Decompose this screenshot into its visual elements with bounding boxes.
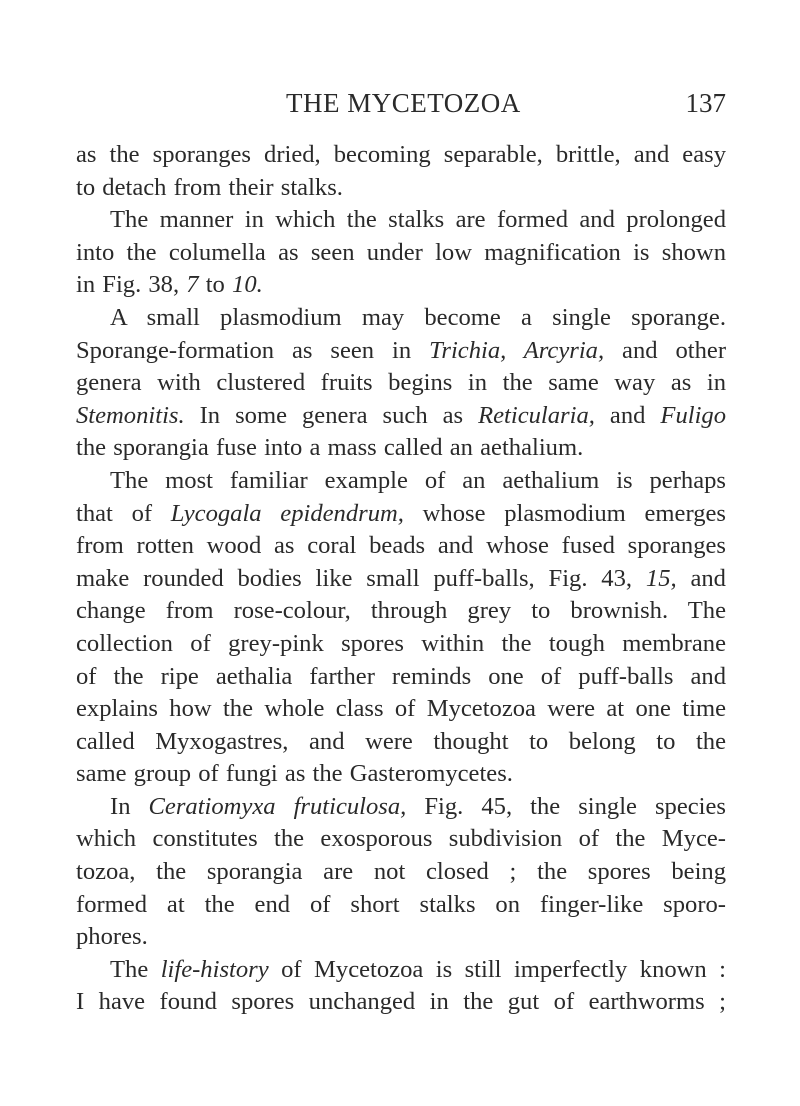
text-line <box>76 432 726 465</box>
text-segment: change from rose-colour, through grey to brownish. The <box>76 597 726 625</box>
text-segment: tozoa, the sporangia are not closed ; the spores being <box>76 858 726 886</box>
text-line <box>76 628 726 661</box>
text-line <box>76 465 726 498</box>
page-number: 137 <box>685 88 726 118</box>
text-line <box>76 563 726 596</box>
text-segment: called Myxogastres, and were thought to belong to the <box>76 727 726 755</box>
italic-text: Ceratiomyxa fruticulosa, <box>148 792 407 820</box>
text-segment: and <box>676 564 726 592</box>
text-segment: in Fig. 38, <box>76 271 187 299</box>
text-line <box>76 856 726 889</box>
text-segment: explains how the whole class of Mycetozoa were at one time <box>76 695 726 723</box>
text-line <box>76 595 726 628</box>
italic-text: Reticularia, <box>478 401 595 429</box>
text-line <box>76 758 726 791</box>
text-line <box>76 498 726 531</box>
text-segment: into the columella as seen under low magnification is shown <box>76 238 726 266</box>
text-segment: The <box>110 955 161 983</box>
text-line <box>76 823 726 856</box>
text-segment: In some genera such as <box>184 401 479 429</box>
text-line <box>76 693 726 726</box>
text-segment: of Mycetozoa is still imperfectly known : <box>268 955 727 983</box>
text-segment: The manner in which the stalks are formed and prolonged <box>110 206 726 234</box>
text-segment: to detach from their stalks. <box>76 173 343 201</box>
italic-text: Fuligo <box>660 401 727 429</box>
italic-text: 7 <box>186 271 199 299</box>
text-line <box>76 400 726 433</box>
text-segment: The most familiar example of an aethalium is perhaps <box>110 466 726 494</box>
body-text <box>76 139 726 1019</box>
text-line <box>76 921 726 954</box>
running-head <box>76 88 726 128</box>
italic-text: life-history <box>160 955 269 983</box>
italic-text: 15, <box>645 564 677 592</box>
text-segment: of the ripe aethalia farther reminds one of puff-balls and <box>76 662 726 690</box>
text-line <box>76 204 726 237</box>
italic-text: Stemonitis. <box>76 401 185 429</box>
text-segment: and other <box>604 336 727 364</box>
text-segment: formed at the end of short stalks on finger-like sporo- <box>76 890 726 918</box>
text-segment: that of <box>76 499 171 527</box>
italic-text: 10. <box>232 271 263 299</box>
text-line <box>76 986 726 1019</box>
italic-text: Lycogala epidendrum, <box>170 499 404 527</box>
text-segment: as the sporanges dried, becoming separable, brittle, and easy <box>76 141 726 168</box>
text-line <box>76 889 726 922</box>
text-line <box>76 726 726 759</box>
italic-text: Trichia, Arcyria, <box>429 336 605 364</box>
text-line <box>76 335 726 368</box>
text-segment: Sporange-formation as seen in <box>76 336 430 364</box>
text-segment: Fig. 45, the single species <box>406 792 726 820</box>
text-line <box>76 954 726 987</box>
text-segment: collection of grey-pink spores within the tough membrane <box>76 629 726 657</box>
text-segment: whose plasmodium emerges <box>403 499 726 527</box>
text-segment: the sporangia fuse into a mass called an aethalium. <box>76 434 584 462</box>
text-segment: same group of fungi as the Gasteromycetes. <box>76 760 513 788</box>
text-segment: genera with clustered fruits begins in the same way as in <box>76 369 726 397</box>
text-line <box>76 237 726 270</box>
text-segment: In <box>110 792 149 820</box>
text-line <box>76 172 726 205</box>
text-segment: make rounded bodies like small puff-balls, Fig. 43, <box>76 564 646 592</box>
text-line <box>76 530 726 563</box>
running-title: THE MYCETOZOA <box>286 88 521 118</box>
text-segment: to <box>198 271 233 299</box>
text-line <box>76 791 726 824</box>
text-segment: which constitutes the exosporous subdivision of the Myce- <box>76 825 726 853</box>
text-segment: I have found spores unchanged in the gut of earthworms ; <box>76 988 726 1016</box>
text-line <box>76 302 726 335</box>
text-line <box>76 661 726 694</box>
text-segment: and <box>594 401 661 429</box>
text-segment: phores. <box>76 923 148 951</box>
text-line <box>76 139 726 172</box>
text-line <box>76 269 726 302</box>
text-segment: A small plasmodium may become a single sporange. <box>110 303 726 331</box>
text-line <box>76 367 726 400</box>
text-segment: from rotten wood as coral beads and whose fused sporanges <box>76 532 726 560</box>
